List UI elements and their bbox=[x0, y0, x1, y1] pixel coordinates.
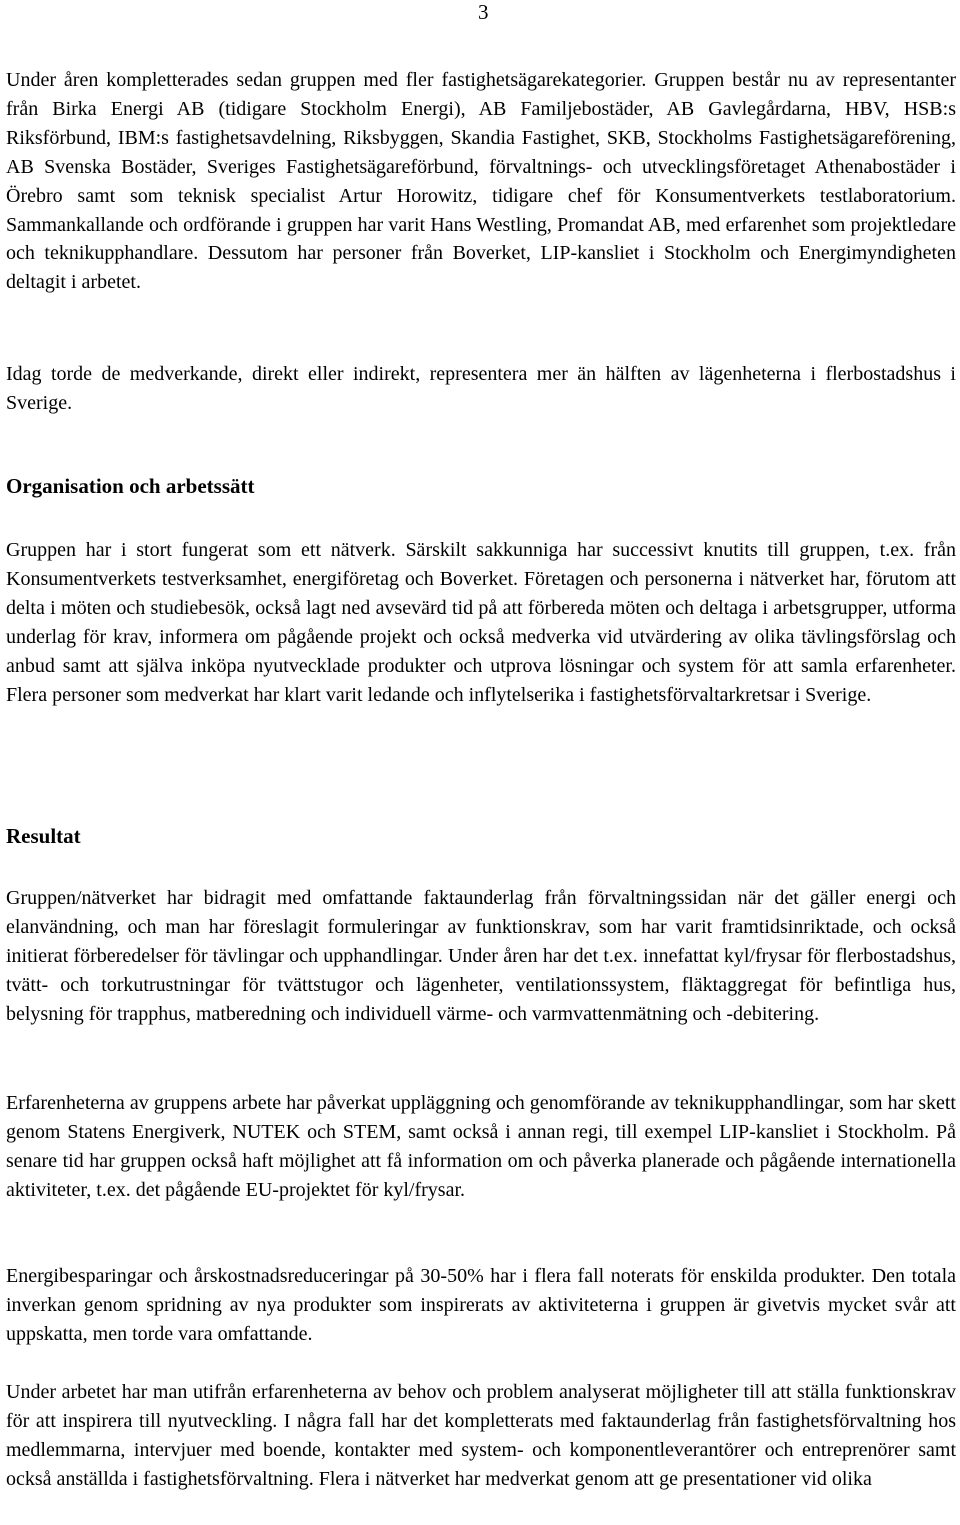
paragraph-results-facts: Gruppen/nätverket har bidragit med omfattande faktaunderlag från förvaltningssidan när det gäller energi och elanvändning, och man har föreslagit formuleringar av funktionskrav, som har varit framtidsinriktade, och också initierat förberedelser för tävlingar och upphandlingar. Under åren har det t.ex. innefattat kyl/frysar för flerbostadshus, tvätt- och torkutrustningar för tvättstugor och lägenheter, ventilationssystem, fläktaggregat för befintliga hus, belysning för trapphus, matberedning och individuell värme- och varmvattenmätning och -debitering. bbox=[6, 887, 956, 1025]
heading-organisation: Organisation och arbetssätt bbox=[6, 474, 255, 498]
paragraph-network: Gruppen har i stort fungerat som ett nätverk. Särskilt sakkunniga har successivt knutits till gruppen, t.ex. från Konsumentverkets testverksamhet, energiföretag och Boverket. Företagen och personerna i nätverket har, förutom att delta i möten och studiebesök, också lagt ned avsevärd tid på att förbereda möten och deltaga i arbetsgrupper, utforma underlag för krav, informera om pågående projekt och också medverka vid utvärdering av olika tävlingsförslag och anbud samt att själva inköpa nyutvecklade produkter och utprova lösningar och system för att samla erfarenheter. Flera personer som medverkat har klart varit ledande och inflytelserika i fastighetsförvaltarkretsar i Sverige. bbox=[6, 539, 956, 706]
page-number: 3 bbox=[478, 0, 489, 24]
paragraph-energy-savings: Energibesparingar och årskostnadsreduceringar på 30-50% har i flera fall noterats för enskilda produkter. Den totala inverkan genom spridning av nya produkter som inspirerats av aktiviteterna i gruppen är givetvis mycket svår att uppskatta, men torde vara omfattande. bbox=[6, 1265, 956, 1345]
paragraph-group-members: Under åren kompletterades sedan gruppen med fler fastighetsägarekategorier. Gruppen består nu av representanter från Birka Energi AB (tidigare Stockholm Energi), AB Familjebostäder, AB Gavlegårdarna, HBV, HSB:s Riksförbund, IBM:s fastighetsavdelning, Riksbyggen, Skandia Fastighet, SKB, Stockholms Fastighetsägareförening, AB Svenska Bostäder, Sveriges Fastighetsägareförbund, förvaltnings- och utvecklingsföretaget Athenabostäder i Örebro samt som teknisk specialist Artur Horowitz, tidigare chef för Konsumentverkets testlaboratorium. Sammankallande och ordförande i gruppen har varit Hans Westling, Promandat AB, med erfarenhet som projektledare och teknikupphandlare. Dessutom har personer från Boverket, LIP-kansliet i Stockholm och Energimyndigheten deltagit i arbetet. bbox=[6, 69, 956, 294]
heading-resultat: Resultat bbox=[6, 824, 81, 848]
paragraph-representation: Idag torde de medverkande, direkt eller indirekt, representera mer än hälften av lägenheterna i flerbostadshus i Sverige. bbox=[6, 363, 956, 414]
paragraph-work-method: Under arbetet har man utifrån erfarenheterna av behov och problem analyserat möjligheter till att ställa funktionskrav för att inspirera till nyutveckling. I några fall har det kompletterats med faktaunderlag från fastighetsförvaltning hos medlemmarna, intervjuer med boende, kontakter med system- och komponentleverantörer och entreprenörer samt också anställda i fastighetsförvaltning. Flera i nätverket har medverkat genom att ge presentationer vid olika bbox=[6, 1381, 956, 1490]
paragraph-experiences: Erfarenheterna av gruppens arbete har påverkat uppläggning och genomförande av teknikupphandlingar, som har skett genom Statens Energiverk, NUTEK och STEM, samt också i annan regi, till exempel LIP-kansliet i Stockholm. På senare tid har gruppen också haft möjlighet att få information om och påverka planerade och pågående internationella aktiviteter, t.ex. det pågående EU-projektet för kyl/frysar. bbox=[6, 1092, 956, 1201]
